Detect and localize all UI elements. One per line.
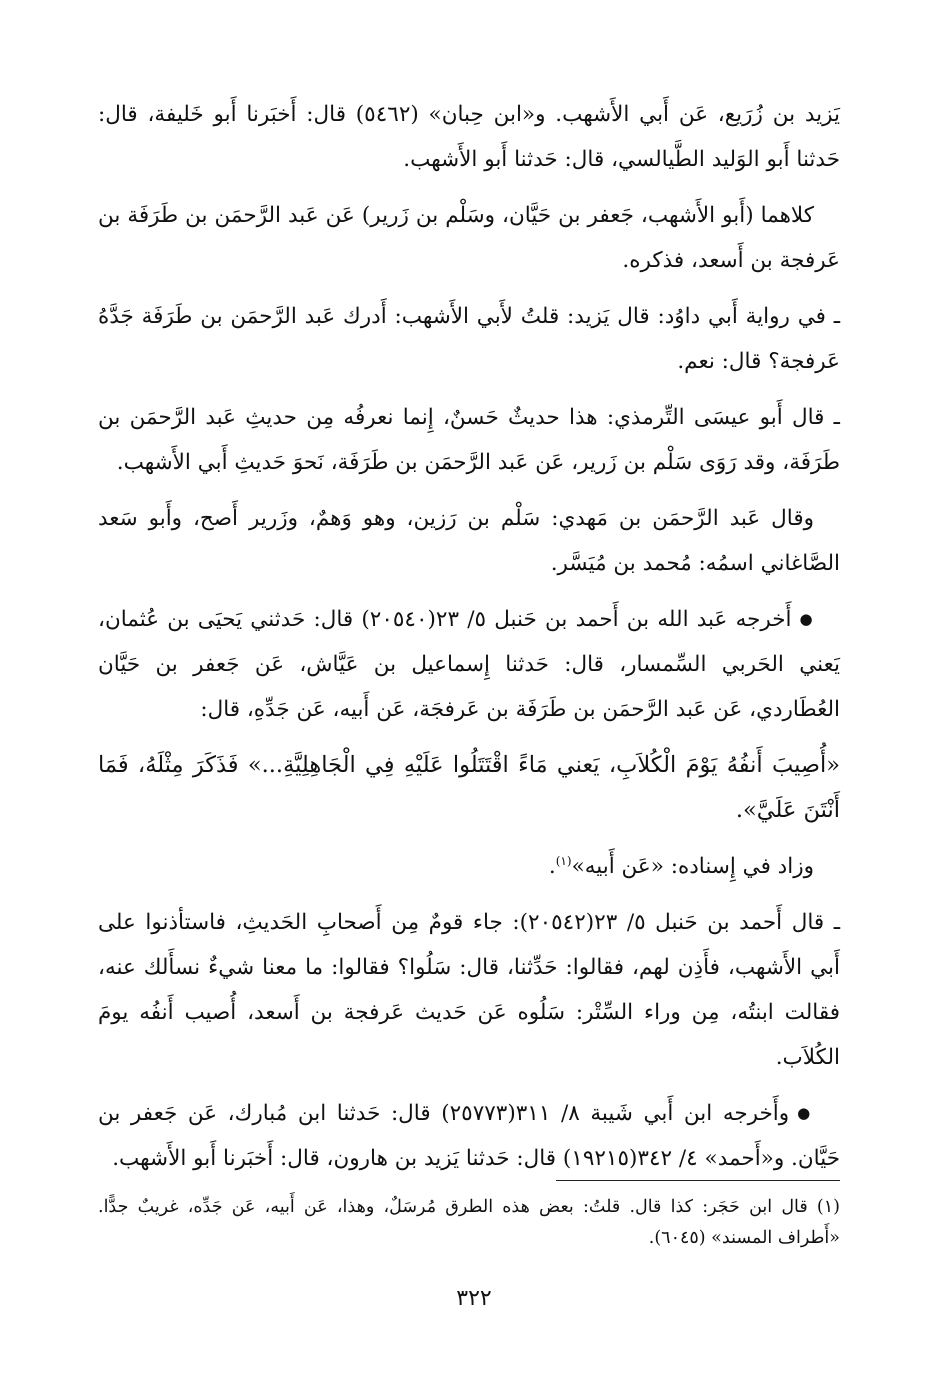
paragraph-text: كلاهما (أَبو الأَشهب، جَعفر بن حَيَّان، وسَلْم بن زَرير) عَن عَبد الرَّحمَن بن طَرَفَة بن عَرفجة بن أَسعد، فذكره. <box>98 203 840 273</box>
paragraph-text: وزاد في إِسناده: «عَن أَبيه» <box>571 854 814 879</box>
footnote-divider <box>556 1180 840 1181</box>
paragraph-1 <box>98 92 840 182</box>
bullet-icon: ● <box>797 1104 815 1122</box>
footnote <box>98 1192 840 1254</box>
paragraph-9 <box>98 900 840 1080</box>
bullet-icon: ● <box>799 610 815 628</box>
paragraph-text: ـ قال أَبو عيسَى التِّرمذي: هذا حديثٌ حَسنٌ، إِنما نعرفُه مِن حديثِ عَبد الرَّحمَن بن طَرَفَة، وقد رَوَى سَلْم بن زَرير، عَن عَبد الرَّحمَن بن طَرَفَة، نَحوَ حَديثِ أَبي الأَشهب. <box>98 405 840 475</box>
paragraph-text: ـ في رواية أَبي داوُد: قال يَزيد: قلتُ لأَبي الأَشهب: أَدرك عَبد الرَّحمَن بن طَرَفَة جَدَّهُ عَرفجة؟ قال: نعم. <box>98 304 840 374</box>
footnote-text: (١) قال ابن حَجَر: كذا قال. قلتُ: بعض هذه الطرق مُرسَلٌ، وهذا، عَن أَبيه، عَن جَدِّه، غريبٌ جدًّا. «أَطراف المسند» (٦٠٤٥). <box>98 1197 840 1248</box>
paragraph-3 <box>98 294 840 384</box>
main-text <box>98 92 840 1192</box>
paragraph-10 <box>98 1091 840 1181</box>
paragraph-7-hadith-text <box>98 743 840 833</box>
paragraph-text: ـ قال أَحمد بن حَنبل ٥/ ٢٣(٢٠٥٤٢): جاء قومٌ مِن أَصحابِ الحَديثِ، فاستأذنوا على أَبي الأَشهب، فأَذِن لهم، فقالوا: حَدِّثنا، قال: سَلُوا؟ فقالوا: ما معنا شيءٌ نسأَلك عنه، فقالت ابنتُه، مِن وراء السِّتْر: سَلُوه عَن حَديث عَرفجة بن أَسعد، أُصيب أَنفُه يومَ الكُلاَب. <box>98 910 840 1070</box>
paragraph-text: وأَخرجه ابن أَبي شَيبة ٨/ ٣١١(٢٥٧٧٣) قال: حَدثنا ابن مُبارك، عَن جَعفر بن حَيَّان. و«أَحمد» ٤/ ٣٤٢(١٩٢١٥) قال: حَدثنا يَزيد بن هارون، قال: أَخبَرنا أَبو الأَشهب. <box>98 1101 840 1171</box>
paragraph-text: وقال عَبد الرَّحمَن بن مَهدي: سَلْم بن رَزين، وهو وَهمٌ، وزَرير أَصح، وأَبو سَعد الصَّاغاني اسمُه: مُحمد بن مُيَسَّر. <box>98 506 840 576</box>
paragraph-8 <box>98 844 840 889</box>
paragraph-text: يَزيد بن زُرَيع، عَن أَبي الأَشهب. و«ابن حِبان» (٥٤٦٢) قال: أَخبَرنا أَبو خَليفة، قال: حَدثنا أَبو الوَليد الطَّيالسي، قال: حَدثنا أَبو الأَشهب. <box>98 102 840 172</box>
paragraph-6 <box>98 597 840 732</box>
paragraph-2 <box>98 193 840 283</box>
paragraph-5 <box>98 496 840 586</box>
paragraph-text: أَخرجه عَبد الله بن أَحمد بن حَنبل ٥/ ٢٣(٢٠٥٤٠) قال: حَدثني يَحيَى بن عُثمان، يَعني الحَربي السِّمسار، قال: حَدثنا إِسماعيل بن عَيَّاش، عَن جَعفر بن حَيَّان العُطَاردي، عَن عَبد الرَّحمَن بن طَرَفَة بن عَرفجَة، عَن أَبيه، عَن جَدِّهِ، قال: <box>98 607 840 722</box>
paragraph-text: «أُصِيبَ أَنفُهُ يَوْمَ الْكُلاَبِ، يَعني مَاءً اقْتَتَلُوا عَلَيْهِ فِي الْجَاهِلِيَّةِ...» فَذَكَرَ مِثْلَهُ، فَمَا أَنْتَنَ عَلَيَّ». <box>98 752 840 823</box>
paragraph-end-dot: . <box>548 854 556 879</box>
paragraph-4 <box>98 395 840 485</box>
page-number: ٣٢٢ <box>456 1286 492 1311</box>
footnote-reference[interactable]: (١) <box>555 854 572 868</box>
